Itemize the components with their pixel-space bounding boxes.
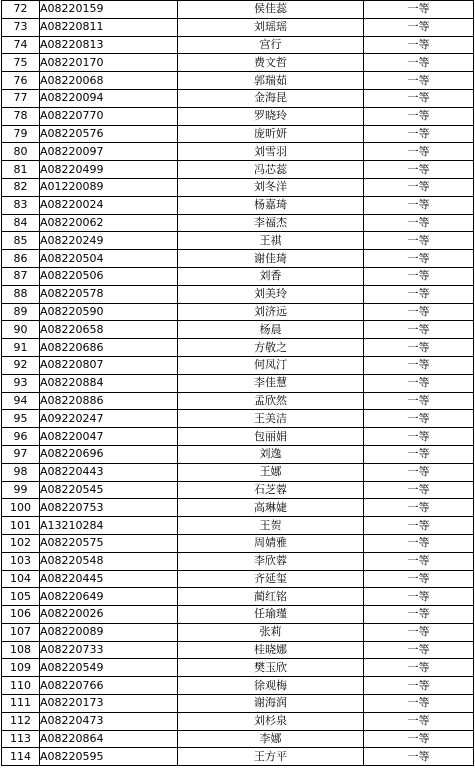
- row-number-cell: 111: [2, 695, 40, 713]
- student-name-cell: 李佳慧: [178, 374, 364, 392]
- student-name-cell: 刘美玲: [178, 285, 364, 303]
- award-level-cell: 一等: [364, 18, 474, 36]
- table-row: [2, 570, 474, 588]
- table-row: [2, 196, 474, 214]
- student-name-cell: 李欣蓉: [178, 552, 364, 570]
- table-row: [2, 659, 474, 677]
- table-row: [2, 89, 474, 107]
- table-row: [2, 232, 474, 250]
- award-level-cell: 一等: [364, 623, 474, 641]
- award-level-cell: 一等: [364, 356, 474, 374]
- table-row: [2, 356, 474, 374]
- student-name-cell: 杨嘉琦: [178, 196, 364, 214]
- student-id-cell: A08220813: [40, 36, 178, 54]
- award-level-cell: 一等: [364, 588, 474, 606]
- award-level-cell: 一等: [364, 321, 474, 339]
- row-number-cell: 76: [2, 72, 40, 90]
- student-id-cell: A08220024: [40, 196, 178, 214]
- student-id-cell: A08220733: [40, 641, 178, 659]
- table-row: [2, 250, 474, 268]
- table-row: [2, 588, 474, 606]
- award-level-cell: 一等: [364, 143, 474, 161]
- table-row: [2, 428, 474, 446]
- student-name-cell: 刘冬洋: [178, 178, 364, 196]
- award-level-cell: 一等: [364, 481, 474, 499]
- row-number-cell: 83: [2, 196, 40, 214]
- row-number-cell: 96: [2, 428, 40, 446]
- table-row: [2, 730, 474, 748]
- row-number-cell: 85: [2, 232, 40, 250]
- row-number-cell: 105: [2, 588, 40, 606]
- table-row: [2, 695, 474, 713]
- award-level-cell: 一等: [364, 606, 474, 624]
- table-row: [2, 107, 474, 125]
- row-number-cell: 101: [2, 517, 40, 535]
- award-level-cell: 一等: [364, 339, 474, 357]
- student-name-cell: 王祺: [178, 232, 364, 250]
- award-level-cell: 一等: [364, 267, 474, 285]
- student-id-cell: A08220649: [40, 588, 178, 606]
- award-level-cell: 一等: [364, 570, 474, 588]
- award-level-cell: 一等: [364, 392, 474, 410]
- row-number-cell: 94: [2, 392, 40, 410]
- row-number-cell: 107: [2, 623, 40, 641]
- student-id-cell: A08220504: [40, 250, 178, 268]
- table-row: [2, 748, 474, 766]
- row-number-cell: 113: [2, 730, 40, 748]
- table-row: [2, 392, 474, 410]
- award-level-cell: 一等: [364, 54, 474, 72]
- student-name-cell: 谢海润: [178, 695, 364, 713]
- student-name-cell: 冯芯蕊: [178, 161, 364, 179]
- student-id-cell: A08220170: [40, 54, 178, 72]
- student-name-cell: 李福杰: [178, 214, 364, 232]
- award-level-cell: 一等: [364, 232, 474, 250]
- student-id-cell: A08220595: [40, 748, 178, 766]
- award-level-cell: 一等: [364, 410, 474, 428]
- row-number-cell: 74: [2, 36, 40, 54]
- award-level-cell: 一等: [364, 428, 474, 446]
- student-id-cell: A08220047: [40, 428, 178, 446]
- student-id-cell: A08220068: [40, 72, 178, 90]
- table-row: [2, 54, 474, 72]
- award-level-cell: 一等: [364, 36, 474, 54]
- student-name-cell: 郭瑞茹: [178, 72, 364, 90]
- row-number-cell: 108: [2, 641, 40, 659]
- table-row: [2, 712, 474, 730]
- award-level-cell: 一等: [364, 659, 474, 677]
- table-row: [2, 143, 474, 161]
- student-id-cell: A08220249: [40, 232, 178, 250]
- student-id-cell: A08220094: [40, 89, 178, 107]
- table-row: [2, 463, 474, 481]
- award-level-cell: 一等: [364, 89, 474, 107]
- award-level-cell: 一等: [364, 552, 474, 570]
- row-number-cell: 80: [2, 143, 40, 161]
- award-level-cell: 一等: [364, 677, 474, 695]
- award-level-cell: 一等: [364, 374, 474, 392]
- row-number-cell: 102: [2, 534, 40, 552]
- student-name-cell: 石芝蓉: [178, 481, 364, 499]
- table-row: [2, 552, 474, 570]
- student-id-cell: A08220578: [40, 285, 178, 303]
- award-level-cell: 一等: [364, 214, 474, 232]
- award-level-cell: 一等: [364, 178, 474, 196]
- student-id-cell: A08220811: [40, 18, 178, 36]
- award-level-cell: 一等: [364, 517, 474, 535]
- row-number-cell: 110: [2, 677, 40, 695]
- award-level-cell: 一等: [364, 463, 474, 481]
- student-id-cell: A08220864: [40, 730, 178, 748]
- table-row: [2, 178, 474, 196]
- award-level-cell: 一等: [364, 1, 474, 19]
- student-id-cell: A08220445: [40, 570, 178, 588]
- table-row: [2, 339, 474, 357]
- student-id-cell: A08220575: [40, 534, 178, 552]
- student-name-cell: 桂晓娜: [178, 641, 364, 659]
- student-id-cell: A08220089: [40, 623, 178, 641]
- student-id-cell: A08220443: [40, 463, 178, 481]
- award-level-cell: 一等: [364, 125, 474, 143]
- student-name-cell: 刘瑶瑶: [178, 18, 364, 36]
- student-id-cell: A08220884: [40, 374, 178, 392]
- row-number-cell: 78: [2, 107, 40, 125]
- student-name-cell: 宫行: [178, 36, 364, 54]
- table-row: [2, 285, 474, 303]
- award-level-cell: 一等: [364, 445, 474, 463]
- student-id-cell: A08220696: [40, 445, 178, 463]
- award-level-cell: 一等: [364, 196, 474, 214]
- student-id-cell: A08220576: [40, 125, 178, 143]
- row-number-cell: 79: [2, 125, 40, 143]
- student-id-cell: A09220247: [40, 410, 178, 428]
- student-name-cell: 樊玉欣: [178, 659, 364, 677]
- student-id-cell: A08220173: [40, 695, 178, 713]
- student-id-cell: A08220658: [40, 321, 178, 339]
- student-id-cell: A13210284: [40, 517, 178, 535]
- student-id-cell: A08220159: [40, 1, 178, 19]
- student-id-cell: A01220089: [40, 178, 178, 196]
- row-number-cell: 86: [2, 250, 40, 268]
- results-table-body: [2, 1, 474, 766]
- award-level-cell: 一等: [364, 72, 474, 90]
- award-level-cell: 一等: [364, 695, 474, 713]
- student-name-cell: 周婧雅: [178, 534, 364, 552]
- row-number-cell: 114: [2, 748, 40, 766]
- row-number-cell: 77: [2, 89, 40, 107]
- row-number-cell: 95: [2, 410, 40, 428]
- student-name-cell: 刘杉泉: [178, 712, 364, 730]
- row-number-cell: 89: [2, 303, 40, 321]
- table-row: [2, 517, 474, 535]
- row-number-cell: 82: [2, 178, 40, 196]
- row-number-cell: 112: [2, 712, 40, 730]
- student-id-cell: A08220062: [40, 214, 178, 232]
- table-row: [2, 641, 474, 659]
- award-level-cell: 一等: [364, 285, 474, 303]
- award-level-cell: 一等: [364, 534, 474, 552]
- student-name-cell: 王美洁: [178, 410, 364, 428]
- row-number-cell: 90: [2, 321, 40, 339]
- row-number-cell: 99: [2, 481, 40, 499]
- award-level-cell: 一等: [364, 161, 474, 179]
- results-table: [1, 0, 474, 766]
- award-level-cell: 一等: [364, 748, 474, 766]
- table-row: [2, 677, 474, 695]
- row-number-cell: 72: [2, 1, 40, 19]
- student-name-cell: 齐延玺: [178, 570, 364, 588]
- row-number-cell: 106: [2, 606, 40, 624]
- student-name-cell: 王贺: [178, 517, 364, 535]
- student-name-cell: 蔺红铭: [178, 588, 364, 606]
- student-name-cell: 罗晓玲: [178, 107, 364, 125]
- table-row: [2, 410, 474, 428]
- table-row: [2, 267, 474, 285]
- student-id-cell: A08220590: [40, 303, 178, 321]
- table-row: [2, 36, 474, 54]
- table-row: [2, 321, 474, 339]
- student-name-cell: 徐观梅: [178, 677, 364, 695]
- student-name-cell: 金海昆: [178, 89, 364, 107]
- award-level-cell: 一等: [364, 730, 474, 748]
- table-row: [2, 18, 474, 36]
- student-name-cell: 杨晨: [178, 321, 364, 339]
- student-id-cell: A08220097: [40, 143, 178, 161]
- table-row: [2, 374, 474, 392]
- row-number-cell: 91: [2, 339, 40, 357]
- table-row: [2, 499, 474, 517]
- award-level-cell: 一等: [364, 250, 474, 268]
- row-number-cell: 92: [2, 356, 40, 374]
- student-name-cell: 刘雪羽: [178, 143, 364, 161]
- award-level-cell: 一等: [364, 303, 474, 321]
- student-name-cell: 王方平: [178, 748, 364, 766]
- student-id-cell: A08220545: [40, 481, 178, 499]
- student-name-cell: 费文哲: [178, 54, 364, 72]
- row-number-cell: 88: [2, 285, 40, 303]
- student-id-cell: A08220886: [40, 392, 178, 410]
- student-name-cell: 张莉: [178, 623, 364, 641]
- student-id-cell: A08220499: [40, 161, 178, 179]
- row-number-cell: 93: [2, 374, 40, 392]
- row-number-cell: 109: [2, 659, 40, 677]
- student-name-cell: 刘香: [178, 267, 364, 285]
- table-row: [2, 161, 474, 179]
- table-row: [2, 445, 474, 463]
- row-number-cell: 98: [2, 463, 40, 481]
- table-row: [2, 606, 474, 624]
- student-name-cell: 何凤汀: [178, 356, 364, 374]
- table-row: [2, 481, 474, 499]
- award-level-cell: 一等: [364, 107, 474, 125]
- student-name-cell: 任瑜瑾: [178, 606, 364, 624]
- student-name-cell: 孟欣然: [178, 392, 364, 410]
- row-number-cell: 84: [2, 214, 40, 232]
- student-id-cell: A08220686: [40, 339, 178, 357]
- student-id-cell: A08220766: [40, 677, 178, 695]
- student-name-cell: 包丽娟: [178, 428, 364, 446]
- student-name-cell: 方敬之: [178, 339, 364, 357]
- row-number-cell: 104: [2, 570, 40, 588]
- award-level-cell: 一等: [364, 499, 474, 517]
- student-name-cell: 谢佳琦: [178, 250, 364, 268]
- student-id-cell: A08220770: [40, 107, 178, 125]
- table-row: [2, 623, 474, 641]
- row-number-cell: 75: [2, 54, 40, 72]
- row-number-cell: 81: [2, 161, 40, 179]
- table-row: [2, 534, 474, 552]
- student-id-cell: A08220753: [40, 499, 178, 517]
- student-name-cell: 李娜: [178, 730, 364, 748]
- award-level-cell: 一等: [364, 641, 474, 659]
- student-name-cell: 刘逸: [178, 445, 364, 463]
- student-name-cell: 刘济远: [178, 303, 364, 321]
- row-number-cell: 103: [2, 552, 40, 570]
- student-id-cell: A08220026: [40, 606, 178, 624]
- student-id-cell: A08220807: [40, 356, 178, 374]
- student-id-cell: A08220473: [40, 712, 178, 730]
- table-row: [2, 214, 474, 232]
- student-id-cell: A08220506: [40, 267, 178, 285]
- table-row: [2, 303, 474, 321]
- table-row: [2, 1, 474, 19]
- table-row: [2, 125, 474, 143]
- student-name-cell: 高琳婕: [178, 499, 364, 517]
- table-row: [2, 72, 474, 90]
- row-number-cell: 73: [2, 18, 40, 36]
- student-id-cell: A08220549: [40, 659, 178, 677]
- student-name-cell: 王娜: [178, 463, 364, 481]
- student-id-cell: A08220548: [40, 552, 178, 570]
- row-number-cell: 87: [2, 267, 40, 285]
- award-level-cell: 一等: [364, 712, 474, 730]
- row-number-cell: 97: [2, 445, 40, 463]
- row-number-cell: 100: [2, 499, 40, 517]
- student-name-cell: 庞昕妍: [178, 125, 364, 143]
- student-name-cell: 侯佳蕊: [178, 1, 364, 19]
